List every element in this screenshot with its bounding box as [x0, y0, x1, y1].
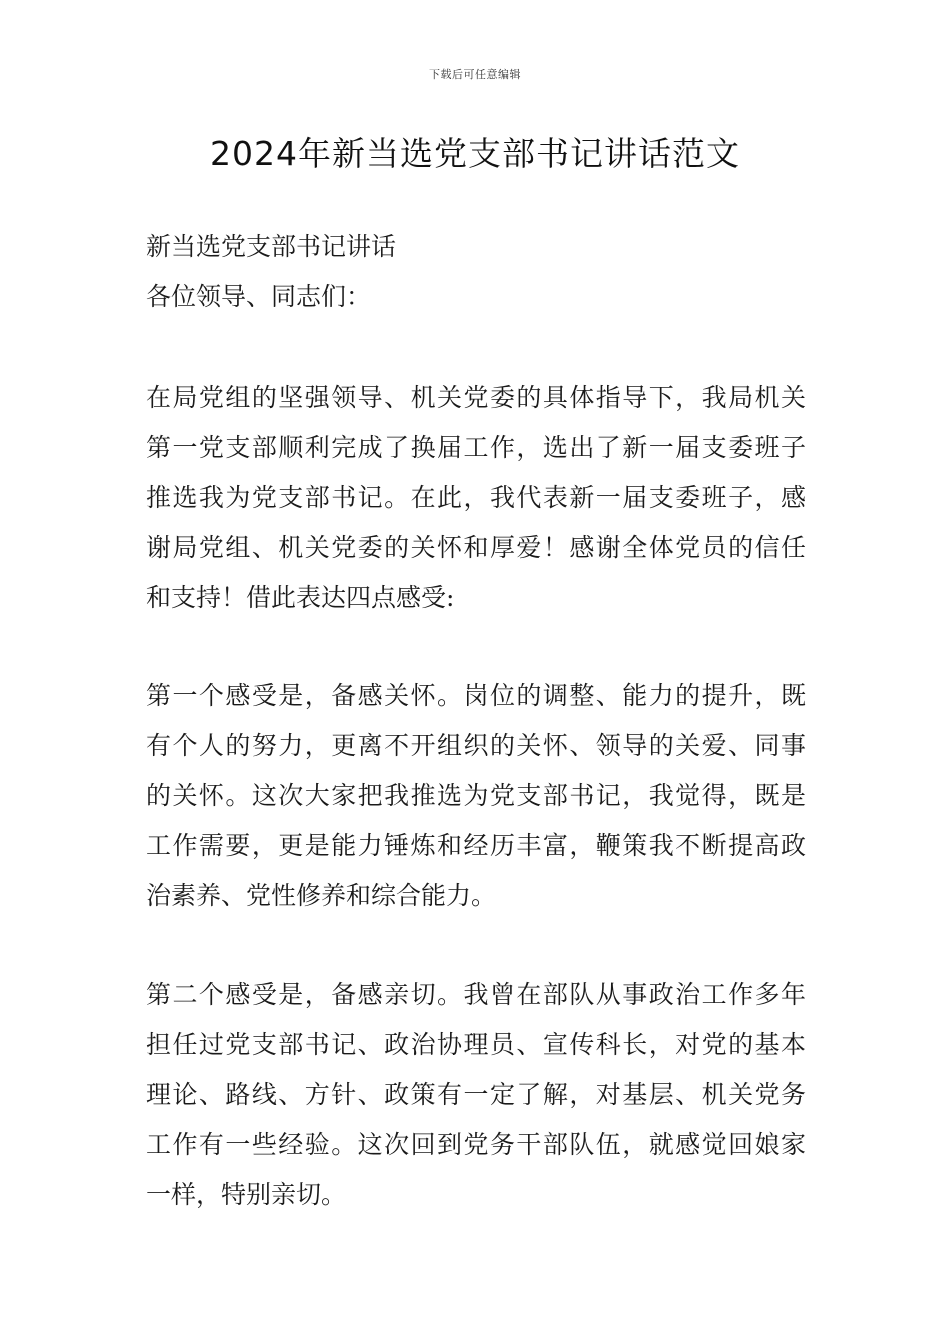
paragraph-line: 担任过党支部书记、政治协理员、宣传科长，对党的基本	[146, 1030, 806, 1059]
header-note: 下载后可任意编辑	[429, 68, 521, 81]
paragraph-1	[146, 373, 806, 623]
greeting-line: 各位领导、同志们：	[146, 282, 372, 311]
paragraph-line: 在局党组的坚强领导、机关党委的具体指导下，我局机关	[146, 383, 806, 412]
paragraph-line: 的关怀。这次大家把我推选为党支部书记，我觉得，既是	[146, 781, 806, 810]
paragraph-line: 治素养、党性修养和综合能力。	[146, 881, 497, 910]
paragraph-line: 第一个感受是，备感关怀。岗位的调整、能力的提升，既	[146, 681, 806, 710]
paragraph-line: 第二个感受是，备感亲切。我曾在部队从事政治工作多年	[146, 980, 806, 1009]
paragraph-2	[146, 671, 806, 921]
paragraph-line: 推选我为党支部书记。在此，我代表新一届支委班子，感	[146, 483, 806, 512]
paragraph-3	[146, 970, 806, 1220]
paragraph-line: 工作需要，更是能力锤炼和经历丰富，鞭策我不断提高政	[146, 831, 806, 860]
paragraph-line: 工作有一些经验。这次回到党务干部队伍，就感觉回娘家	[146, 1130, 806, 1159]
paragraph-line: 一样，特别亲切。	[146, 1180, 347, 1209]
paragraph-line: 有个人的努力，更离不开组织的关怀、领导的关爱、同事	[146, 731, 806, 760]
paragraph-line: 第一党支部顺利完成了换届工作，选出了新一届支委班子	[146, 433, 806, 462]
speech-subtitle	[146, 222, 806, 322]
paragraph-line: 理论、路线、方针、政策有一定了解，对基层、机关党务	[146, 1080, 806, 1109]
paragraph-line: 和支持！借此表达四点感受:	[146, 583, 455, 612]
subtitle-line: 新当选党支部书记讲话	[146, 232, 397, 261]
document-title: 2024年新当选党支部书记讲话范文	[210, 134, 740, 173]
paragraph-line: 谢局党组、机关党委的关怀和厚爱！感谢全体党员的信任	[146, 533, 806, 562]
